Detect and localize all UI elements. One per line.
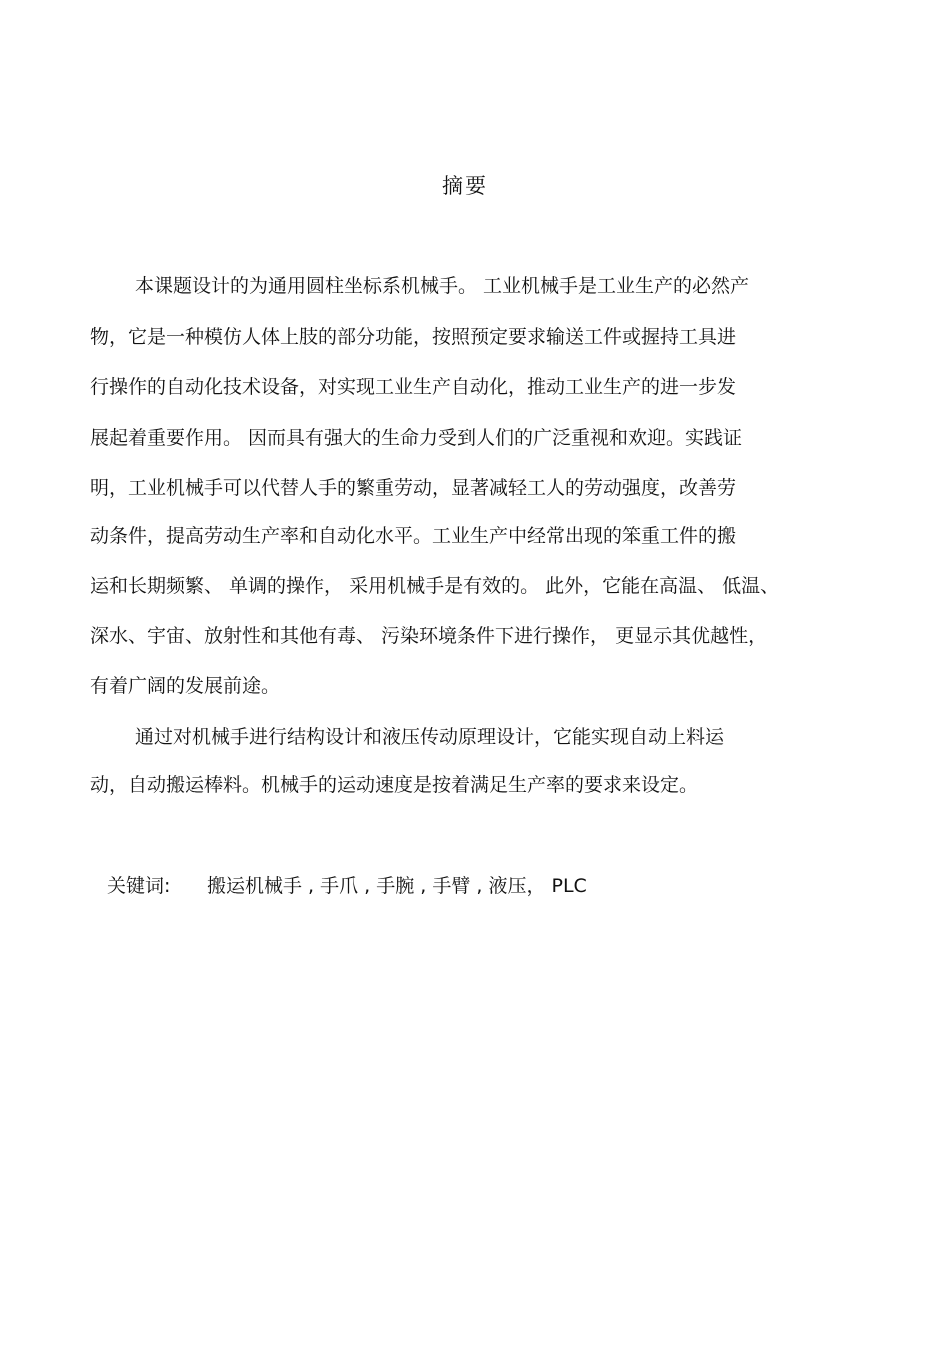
paragraph-line: 行操作的自动化技术设备，对实现工业生产自动化，推动工业生产的进一步发 (90, 376, 737, 398)
paragraph-line: 通过对机械手进行结构设计和液压传动原理设计，它能实现自动上料运 (135, 726, 725, 748)
paragraph-line: 动条件，提高劳动生产率和自动化水平。工业生产中经常出现的笨重工件的搬 (90, 525, 737, 547)
paragraph-line: 运和长期频繁、 单调的操作， 采用机械手是有效的。 此外，它能在高温、 低温、 (90, 575, 780, 597)
paragraph-line: 有着广阔的发展前途。 (90, 675, 281, 697)
paragraph-line: 展起着重要作用。 因而具有强大的生命力受到人们的广泛重视和欢迎。实践证 (90, 427, 743, 449)
keywords-line (107, 872, 587, 900)
keywords-label: 关键词: (107, 875, 171, 897)
page-title: 摘要 (442, 174, 488, 198)
paragraph-line: 动，自动搬运棒料。机械手的运动速度是按着满足生产率的要求来设定。 (90, 774, 699, 796)
keywords-value: 搬运机械手 , 手爪 , 手腕 , 手臂 , 液压， PLC (207, 875, 587, 897)
paragraph-line: 明，工业机械手可以代替人手的繁重劳动，显著减轻工人的劳动强度，改善劳 (90, 477, 737, 499)
paragraph-line: 本课题设计的为通用圆柱坐标系机械手。 工业机械手是工业生产的必然产 (135, 275, 750, 297)
paragraph-line: 深水、宇宙、放射性和其他有毒、 污染环境条件下进行操作， 更显示其优越性， (90, 625, 768, 647)
paragraph-line: 物，它是一种模仿人体上肢的部分功能，按照预定要求输送工件或握持工具进 (90, 326, 737, 348)
